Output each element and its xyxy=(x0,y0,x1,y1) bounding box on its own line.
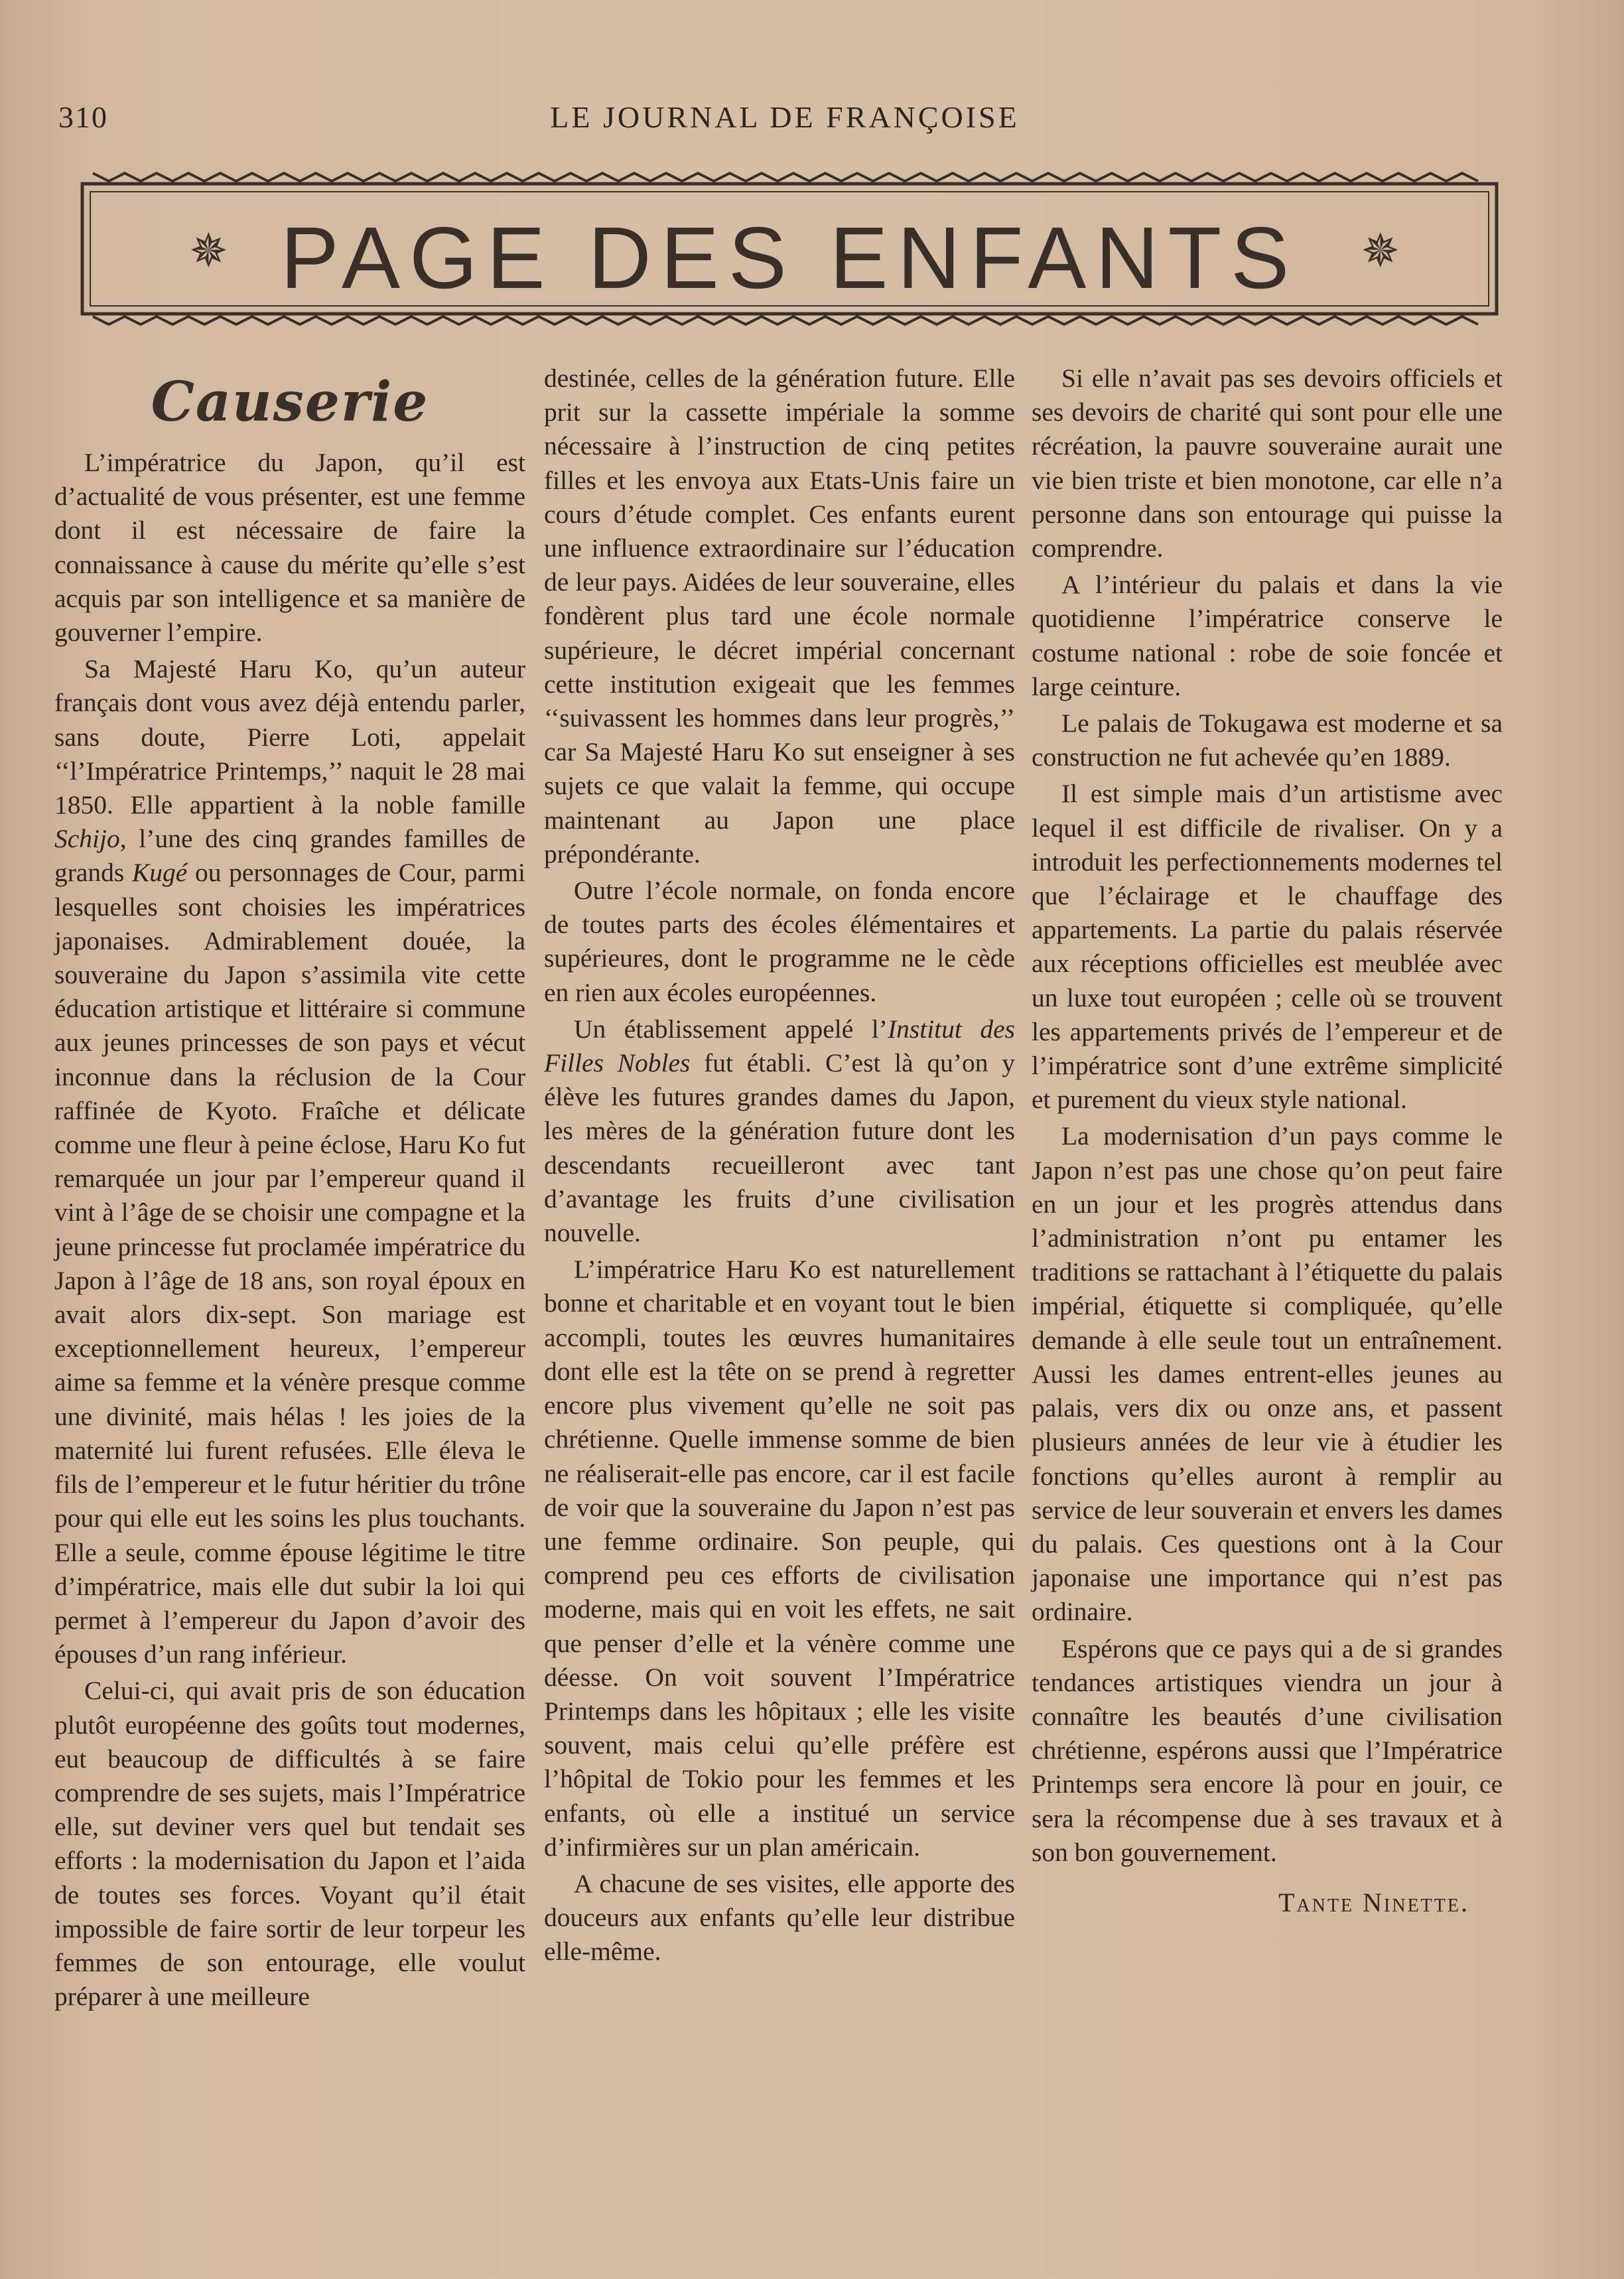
paragraph: Espérons que ce pays qui a de si grandes tendances artistiques viendra un jour à connaître les beautés d’une civilisation chrétienne, espérons aussi que l’Impératrice Printemps sera encore là pour en jouir, ce sera la récompense due à ses travaux et à son bon gouvernement. xyxy=(1032,1633,1503,1867)
article-column-3 xyxy=(1032,362,1503,1919)
paragraph: Outre l’école normale, on fonda encore de toutes parts des écoles élémentaires et supérieures, dont le programme ne le cède en rien aux écoles européennes. xyxy=(544,876,1015,1007)
institute-name: Institut des Filles Nobles xyxy=(544,1014,1016,1078)
article-heading: Causerie xyxy=(151,370,429,434)
section-banner xyxy=(73,169,1506,328)
article-column-2 xyxy=(544,362,1015,1972)
section-title: PAGE DES ENFANTS xyxy=(280,209,1299,307)
family-name: Schijo xyxy=(54,824,120,854)
page-number: 310 xyxy=(58,100,108,134)
running-header xyxy=(58,100,1511,146)
star-ornament-icon: ✵ xyxy=(1361,226,1400,277)
term-kuge: Kugé xyxy=(131,858,188,888)
paragraph: L’impératrice Haru Ko est naturellement bonne et charitable et en voyant tout le bien accompli, toutes les œuvres humanitaires dont elle est la tête on se prend à regretter encore plus vivement qu’elle ne soit pas chrétienne. Quelle immense somme de bien ne réaliserait-elle pas encore, car il est facile de voir que la souveraine du Japon n’est pas une femme ordinaire. Son peuple, qui comprend peu ces efforts de civilisation moderne, mais qui en voit les effets, ne sait que penser d’elle et la vénère comme une déesse. On voit souvent l’Impératrice Printemps dans les hôpitaux ; elle les visite souvent, mais celui qu’elle préfère est l’hôpital de Tokio pour les femmes et les enfants, où elle a institué un service d’infirmières sur un plan américain. xyxy=(544,1255,1015,1862)
paragraph: Un établissement appelé l’Institut des Filles Nobles fut établi. C’est là qu’on y élève les futures grandes dames du Japon, les mères de la génération future dont les descendants recueilleront avec tant d’avantage les fruits d’une civilisation nouvelle. xyxy=(544,1014,1016,1248)
paragraph: Le palais de Tokugawa est moderne et sa construction ne fut achevée qu’en 1889. xyxy=(1032,709,1503,772)
paragraph: Si elle n’avait pas ses devoirs officiels et ses devoirs de charité qui sont pour elle une récréation, la pauvre souveraine aurait une vie bien triste et bien monotone, car elle n’a personne dans son entourage qui puisse la comprendre. xyxy=(1032,364,1503,563)
paragraph: La modernisation d’un pays comme le Japon n’est pas une chose qu’on peut faire en un jour et les progrès attendus dans l’administration n’ont pu entamer les traditions se rattachant à l’étiquette du palais impérial, étiquette si compliquée, qu’elle demande à elle seule tout un entraînement. Aussi les dames entrent-elles jeunes au palais, vers dix ou onze ans, et passent plusieurs années de leur vie à étudier les fonctions qu’elles auront à remplir au service de leur souverain et envers les dames du palais. Ces questions ont à la Cour japonaise une importance qui n’est pas ordinaire. xyxy=(1032,1121,1503,1627)
paragraph: Celui-ci, qui avait pris de son éducation plutôt européenne des goûts tout modernes, eut beaucoup de difficultés à se faire comprendre de ses sujets, mais l’Impératrice elle, sut deviner vers quel but tendait ses efforts : la modernisation du Japon et l’aida de toutes ses forces. Voyant qu’il était impossible de faire sortir de leur torpeur les femmes de son entourage, elle voulut préparer à une meilleure xyxy=(54,1676,525,2012)
article-column-1 xyxy=(54,362,525,2016)
journal-title: LE JOURNAL DE FRANÇOISE xyxy=(550,100,1020,134)
paragraph: L’impératrice du Japon, qu’il est d’actualité de vous présenter, est une femme dont il est nécessaire de faire la connaissance à cause du mérite qu’elle s’est acquis par son intelligence et sa manière de gouverner l’empire. xyxy=(54,448,525,648)
paragraph: destinée, celles de la génération future. Elle prit sur la cassette impériale la somme nécessaire à l’instruction de cinq petites filles et les envoya aux Etats-Unis faire un cours d’étude complet. Ces enfants eurent une influence extraordinaire sur l’éducation de leur pays. Aidées de leur souveraine, elles fondèrent plus tard une école normale supérieure, le décret impérial concernant cette institution exigeait que les femmes ‘‘suivassent les hommes dans leur progrès,’’ car Sa Majesté Haru Ko sut enseigner à ses sujets ce que valait la femme, qui occupe maintenant au Japon une place prépondérante. xyxy=(544,364,1015,868)
paragraph: Sa Majesté Haru Ko, qu’un auteur français dont vous avez déjà entendu parler, sans doute, Pierre Loti, appelait ‘‘l’Impératrice Printemps,’’ naquit le 28 mai 1850. Elle appartient à la noble famille Schijo, l’une des cinq grandes familles de grands Kugé ou personnages de Cour, parmi lesquelles sont choisies les impératrices japonaises. Admirablement douée, la souveraine du Japon s’assimila vite cette éducation artistique et littéraire si commune aux jeunes princesses de son pays et vécut inconnue dans la réclusion de la Cour raffinée de Kyoto. Fraîche et délicate comme une fleur à peine éclose, Haru Ko fut remarquée un jour par l’empereur quand il vint à l’âge de se choisir une compagne et la jeune princesse fut proclamée impératrice du Japon à l’âge de 18 ans, son royal époux en avait alors dix-sept. Son mariage est exceptionnellement heureux, l’empereur aime sa femme et la vénère presque comme une divinité, mais hélas ! les joies de la maternité lui furent refusées. Elle éleva le fils de l’empereur et le futur héritier du trône pour qui elle eut les soins les plus touchants. Elle a seule, comme épouse légitime le titre d’impératrice, mais elle dut subir la loi qui permet à l’empereur du Japon d’avoir des épouses d’un rang inférieur. xyxy=(54,654,525,1669)
paragraph: A l’intérieur du palais et dans la vie quotidienne l’impératrice conserve le costume national : robe de soie foncée et large ceinture. xyxy=(1032,570,1503,701)
paragraph: Il est simple mais d’un artistisme avec lequel il est difficile de rivaliser. On y a introduit les perfectionnements modernes tel que l’éclairage et le chauffage des appartements. La partie du palais réservée aux réceptions officielles est meublée avec un luxe tout européen ; celle où se trouvent les appartements privés de l’empereur et de l’impératrice sont d’une extrême simplicité et purement du vieux style national. xyxy=(1032,779,1503,1115)
signature: Tante Ninette. xyxy=(1278,1887,1469,1917)
paragraph: A chacune de ses visites, elle apporte des douceurs aux enfants qu’elle leur distribue elle-même. xyxy=(544,1868,1015,1967)
star-ornament-icon: ✵ xyxy=(189,226,228,277)
